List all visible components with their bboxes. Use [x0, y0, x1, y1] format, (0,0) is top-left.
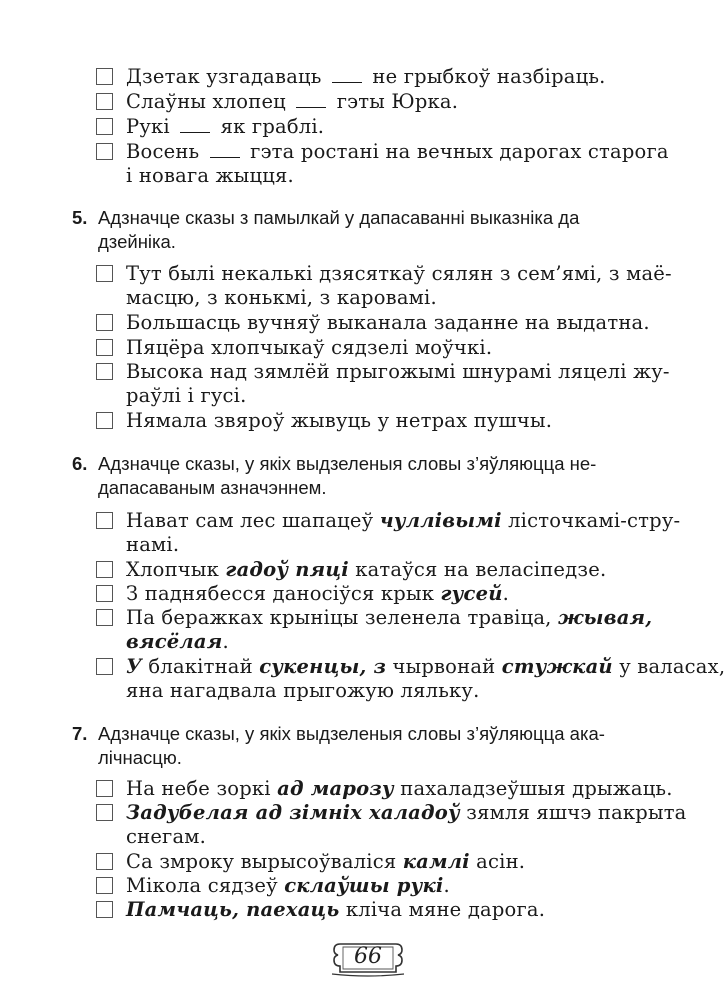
option-text-line [126, 65, 606, 89]
option-text-line [126, 898, 545, 922]
option-text: чырвонай [386, 655, 502, 678]
question-7-heading [72, 722, 658, 770]
question-number: 6. [72, 453, 88, 474]
option-text: . [222, 630, 229, 653]
option-text: . [443, 874, 450, 897]
option-text: не грыбкоў назбіраць. [365, 65, 606, 88]
option-text-line [126, 533, 179, 557]
option-text: З паднябесся даносіўся крык [126, 582, 441, 605]
option-text: пахаладзеўшыя дрыжаць. [393, 777, 673, 800]
option-text-line [126, 140, 669, 164]
option-text-line [126, 90, 458, 114]
question-number: 7. [72, 723, 88, 744]
option-text: гэта ростані на вечных дарогах старога [243, 140, 669, 163]
answer-checkbox[interactable] [96, 265, 113, 282]
highlighted-words: жывая, [557, 606, 653, 629]
option-text-line [126, 336, 492, 360]
option-text: Большасць вучняў выканала заданне на выдатна. [126, 311, 650, 334]
question-number: 5. [72, 207, 88, 228]
question-prompt-line: Адзначце сказы з памылкай у дапасаванні выказніка да [98, 207, 580, 228]
option-text: Слаўны хлопец [126, 90, 293, 113]
answer-checkbox[interactable] [96, 561, 113, 578]
option-text: асін. [469, 850, 526, 873]
highlighted-words: камлі [402, 850, 470, 873]
option-text: катаўся на веласіпедзе. [348, 558, 607, 581]
option-text: Восень [126, 140, 206, 163]
answer-checkbox[interactable] [96, 68, 113, 85]
answer-checkbox[interactable] [96, 585, 113, 602]
option-text: Пяцёра хлопчыкаў сядзелі моўчкі. [126, 336, 493, 359]
option-text-line [126, 850, 525, 874]
answer-checkbox[interactable] [96, 609, 113, 626]
option-text: Высока над зямлёй прыгожымі шнурамі ляцелі жу- [126, 360, 670, 383]
question-6-heading [72, 452, 658, 500]
option-text: снегам. [126, 825, 207, 848]
highlighted-words: склаўшы рукі [284, 874, 444, 897]
fill-in-blank [180, 118, 210, 133]
answer-checkbox[interactable] [96, 901, 113, 918]
option-text: масцю, з конькмі, з каровамі. [126, 286, 437, 309]
option-text: яна нагадвала прыгожую ляльку. [126, 679, 480, 702]
option-text: раўлі і гусі. [126, 384, 247, 407]
highlighted-words: гадоў пяці [225, 558, 349, 581]
option-text: Са змроку вырысоўваліся [126, 850, 403, 873]
question-prompt-line: Адзначце сказы, у якіх выдзеленыя словы з’яўляюцца не- [98, 453, 597, 474]
option-text: кліча мяне дарога. [339, 898, 546, 921]
option-text: гэты Юрка. [330, 90, 459, 113]
answer-checkbox[interactable] [96, 804, 113, 821]
answer-checkbox[interactable] [96, 314, 113, 331]
option-text-line [126, 801, 687, 825]
option-text: . [502, 582, 509, 605]
option-text: Хлопчык [126, 558, 226, 581]
option-text: і новага жыцця. [126, 164, 294, 187]
option-text: намі. [126, 533, 180, 556]
answer-checkbox[interactable] [96, 339, 113, 356]
answer-checkbox[interactable] [96, 412, 113, 429]
page-number: 66 [354, 944, 382, 969]
option-text-line [126, 777, 673, 801]
answer-checkbox[interactable] [96, 118, 113, 135]
answer-checkbox[interactable] [96, 877, 113, 894]
option-text-line [126, 606, 653, 630]
option-text-line [126, 286, 437, 310]
highlighted-words: гусей [440, 582, 503, 605]
option-text-line [126, 655, 725, 679]
option-text: лісточкамі-стру- [501, 509, 681, 532]
option-text-line [126, 679, 480, 703]
option-text: блакітнай [142, 655, 260, 678]
option-text-line [126, 582, 509, 606]
fill-in-blank [296, 93, 326, 108]
page-number-ornament [330, 938, 406, 978]
question-prompt-line: дапасаваным азначэннем. [98, 477, 327, 498]
highlighted-words: вясёлая [126, 630, 223, 653]
answer-checkbox[interactable] [96, 512, 113, 529]
answer-checkbox[interactable] [96, 93, 113, 110]
answer-checkbox[interactable] [96, 363, 113, 380]
option-text: як граблі. [214, 115, 325, 138]
fill-in-blank [210, 143, 240, 158]
highlighted-words: стужкай [501, 655, 613, 678]
option-text-line [126, 630, 229, 654]
question-5-heading [72, 206, 658, 254]
option-text-line [126, 164, 294, 188]
highlighted-words: У [126, 655, 143, 678]
answer-checkbox[interactable] [96, 780, 113, 797]
option-text-line [126, 360, 670, 384]
highlighted-words: Памчаць, паехаць [126, 898, 340, 921]
option-text: Нямала звяроў жывуць у нетрах пушчы. [126, 409, 553, 432]
option-text-line [126, 311, 650, 335]
answer-checkbox[interactable] [96, 853, 113, 870]
answer-checkbox[interactable] [96, 143, 113, 160]
fill-in-blank [332, 68, 362, 83]
option-text: Дзетак узгадаваць [126, 65, 328, 88]
question-prompt-line: лічнасцю. [98, 747, 182, 768]
option-text: На небе зоркі [126, 777, 278, 800]
highlighted-words: чуллівымі [379, 509, 502, 532]
question-prompt-line: дзейніка. [98, 231, 176, 252]
option-text-line [126, 825, 206, 849]
option-text-line [126, 384, 247, 408]
option-text: у валасах, [612, 655, 725, 678]
option-text-line [126, 509, 681, 533]
option-text: Мікола сядзеў [126, 874, 285, 897]
option-text-line [126, 558, 606, 582]
option-text: Нават сам лес шапацеў [126, 509, 380, 532]
option-text-line [126, 262, 672, 286]
highlighted-words: ад марозу [277, 777, 394, 800]
option-text: Тут былі некалькі дзясяткаў сялян з сем’ямі, з маё- [126, 262, 672, 285]
highlighted-words: Задубелая ад зімніх халадоў [126, 801, 460, 824]
highlighted-words: сукенцы, з [259, 655, 387, 678]
option-text: зямля яшчэ пакрыта [459, 801, 687, 824]
answer-checkbox[interactable] [96, 658, 113, 675]
option-text-line [126, 874, 450, 898]
option-text-line [126, 115, 324, 139]
option-text: Рукі [126, 115, 177, 138]
option-text-line [126, 409, 552, 433]
question-prompt-line: Адзначце сказы, у якіх выдзеленыя словы з’яўляюцца ака- [98, 723, 605, 744]
option-text: Па беражках крыніцы зеленела травіца, [126, 606, 558, 629]
